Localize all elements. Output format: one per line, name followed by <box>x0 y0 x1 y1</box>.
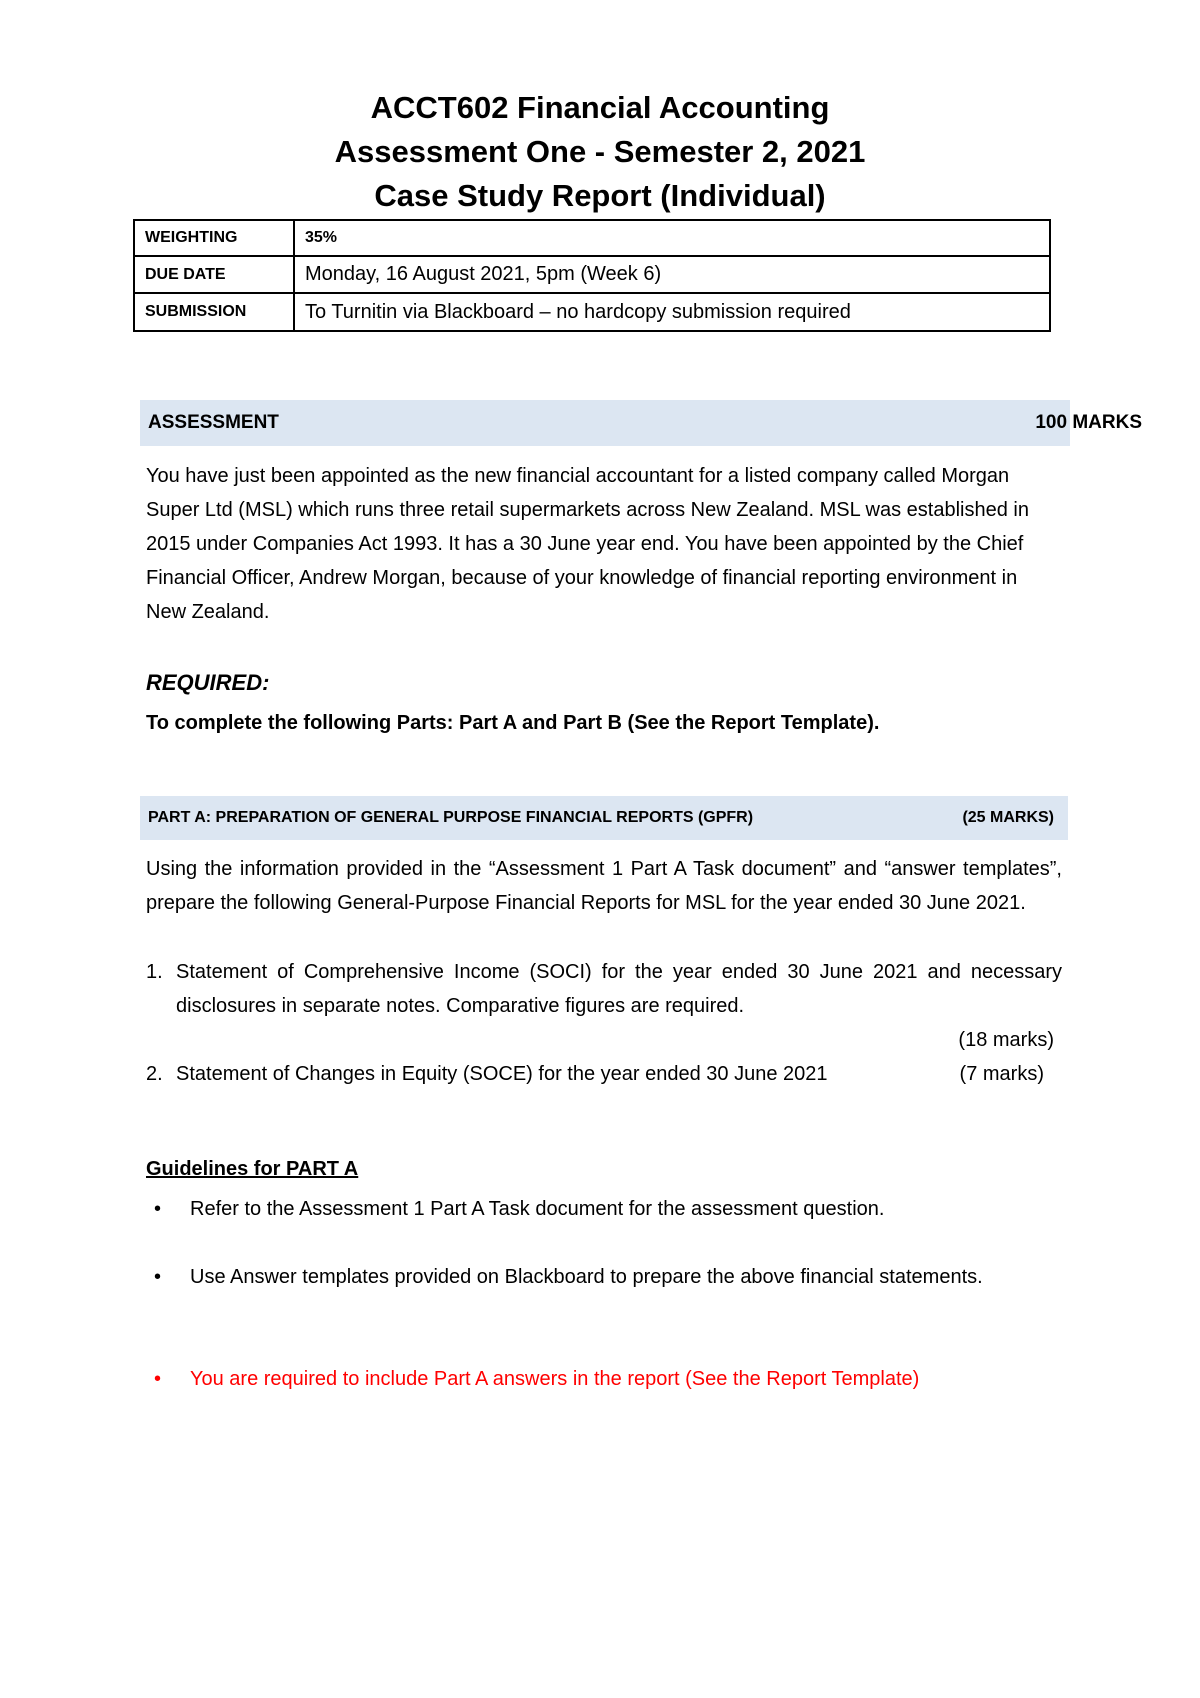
item-text: Statement of Comprehensive Income (SOCI) for the year ended 30 June 2021 and necessary disclosures in separate notes. Comparative figures are required. <box>176 961 1062 1017</box>
required-text: To complete the following Parts: Part A and Part B (See the Report Template). <box>146 712 880 734</box>
list-item <box>146 955 1062 1023</box>
submission-label: SUBMISSION <box>134 293 294 331</box>
info-row-weighting <box>134 220 1050 256</box>
course-title: ACCT602 Financial Accounting <box>370 90 830 125</box>
part-a-intro: Using the information provided in the “Assessment 1 Part A Task document” and “answer templates”, prepare the following General-Purpose Financial Reports for MSL for the year ended 30 June 2021. <box>146 858 1062 914</box>
item-marks-row <box>146 1023 1062 1057</box>
bullet-text-highlight: You are required to include Part A answers in the report (See the Report Template) <box>190 1368 920 1390</box>
info-row-submission <box>134 293 1050 331</box>
due-date-value: Monday, 16 August 2021, 5pm (Week 6) <box>294 256 1050 293</box>
part-a-label: PART A: PREPARATION OF GENERAL PURPOSE FINANCIAL REPORTS (GPFR) <box>148 809 754 826</box>
assessment-info-table <box>133 219 1051 332</box>
info-row-due-date <box>134 256 1050 293</box>
list-item <box>146 1192 1062 1226</box>
list-item <box>146 1260 1062 1294</box>
assessment-intro: You have just been appointed as the new financial accountant for a listed company called Morgan Super Ltd (MSL) which runs three retail supermarkets across New Zealand. MSL was established in 2015 under Companies Act 1993. It has a 30 June year end. You have been appointed by the Chief Financial Officer, Andrew Morgan, because of your knowledge of financial reporting environment in New Zealand. <box>146 465 1029 623</box>
weighting-label: WEIGHTING <box>134 220 294 256</box>
bullet-icon: • <box>154 1368 162 1390</box>
document-title <box>0 86 1200 218</box>
list-item <box>146 1362 1062 1396</box>
required-heading: REQUIRED: <box>146 670 270 695</box>
bullet-icon: • <box>154 1266 162 1288</box>
item-text: Statement of Changes in Equity (SOCE) for the year ended 30 June 2021 <box>176 1063 828 1085</box>
part-a-header-band <box>140 796 1068 840</box>
assessment-header-band <box>140 400 1142 446</box>
assessment-title: Assessment One - Semester 2, 2021 <box>334 134 866 169</box>
item-number: 2. <box>146 1063 163 1085</box>
item-marks: (7 marks) <box>959 1063 1044 1085</box>
item-marks: (18 marks) <box>958 1029 1054 1051</box>
report-type-title: Case Study Report (Individual) <box>374 178 826 213</box>
due-date-label: DUE DATE <box>134 256 294 293</box>
guidelines-heading: Guidelines for PART A <box>146 1158 359 1180</box>
part-a-marks: (25 MARKS) <box>962 809 1054 826</box>
weighting-value: 35% <box>294 220 1050 256</box>
list-item <box>146 1057 1062 1091</box>
bullet-icon: • <box>154 1198 162 1220</box>
item-number: 1. <box>146 961 163 983</box>
bullet-text: Use Answer templates provided on Blackboard to prepare the above financial statements. <box>190 1266 983 1288</box>
submission-value: To Turnitin via Blackboard – no hardcopy submission required <box>294 293 1050 331</box>
assessment-marks: 100 MARKS <box>1035 412 1142 433</box>
assessment-label: ASSESSMENT <box>148 412 279 433</box>
bullet-text: Refer to the Assessment 1 Part A Task document for the assessment question. <box>190 1198 885 1220</box>
